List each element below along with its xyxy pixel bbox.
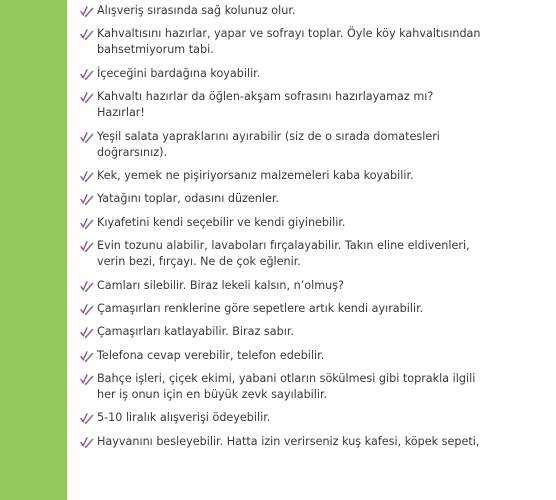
list-item (80, 168, 550, 184)
pencil-checkmark-icon (80, 280, 94, 292)
list-item-text-line: Yeşil salata yapraklarını ayırabilir (siz de o sırada domatesleri (97, 129, 440, 143)
list-item (80, 3, 550, 19)
list-item-text-line: Çamaşırları renklerine göre sepetlere artık kendi ayırabilir. (97, 301, 424, 315)
pencil-checkmark-icon (80, 412, 94, 424)
list-item-text-line: verin bezi, fırçayı. Ne de çok eğlenir. (97, 255, 301, 269)
list-item-text-line: Kıyafetini kendi seçebilir ve kendi giyinebilir. (97, 215, 346, 229)
list-item-text-line: Hayvanını besleyebilir. Hatta izin verirseniz kuş kafesi, köpek sepeti, (97, 434, 480, 448)
list-item-text-line: Alışveriş sırasında sağ kolunuz olur. (97, 4, 296, 17)
list-item (80, 348, 550, 364)
list-item-text-line: İçeceğini bardağına koyabilir. (97, 66, 261, 80)
list-item (80, 66, 550, 82)
pencil-checkmark-icon (80, 303, 94, 315)
list-item-text-line: Çamaşırları katlayabilir. Biraz sabır. (97, 325, 294, 339)
list-item-text-line: Telefona cevap verebilir, telefon edebilir. (97, 348, 325, 362)
task-list (80, 3, 550, 457)
list-item (80, 191, 550, 207)
list-item-text-line: bahsetmiyorum tabi. (97, 43, 214, 57)
pencil-checkmark-icon (80, 131, 94, 143)
pencil-checkmark-icon (80, 28, 94, 40)
list-item-text-line: doğrarsınız). (97, 145, 168, 159)
list-item-text-line: her iş onun için en büyük zevk sayılabilir. (97, 388, 328, 402)
list-item-text-line: Camları silebilir. Biraz lekeli kalsın, n’olmuş? (97, 278, 344, 292)
list-item (80, 434, 550, 450)
list-item (80, 371, 550, 403)
list-item-text-line: Kahvaltı hazırlar da öğlen-akşam sofrasını hazırlayamaz mı? (97, 90, 434, 104)
list-item (80, 26, 550, 58)
list-item-text-line: Hazırlar! (97, 106, 145, 120)
pencil-checkmark-icon (80, 68, 94, 80)
pencil-checkmark-icon (80, 436, 94, 448)
list-item (80, 89, 550, 121)
pencil-checkmark-icon (80, 350, 94, 362)
pencil-checkmark-icon (80, 326, 94, 338)
list-item-text-line: Kek, yemek ne pişiriyorsanız malzemeleri kaba koyabilir. (97, 168, 414, 182)
pencil-checkmark-icon (80, 373, 94, 385)
list-item-text-line: Evin tozunu alabilir, lavaboları fırçalayabilir. Takın eline eldivenleri, (97, 239, 470, 253)
pencil-checkmark-icon (80, 193, 94, 205)
list-item (80, 410, 550, 426)
pencil-checkmark-icon (80, 91, 94, 103)
list-item-text-line: Bahçe işleri, çiçek ekimi, yabani otların sökülmesi gibi toprakla ilgili (97, 372, 476, 386)
list-item (80, 238, 550, 270)
pencil-checkmark-icon (80, 217, 94, 229)
list-item-text-line: Yatağını toplar, odasını düzenler. (97, 192, 280, 206)
list-item (80, 278, 550, 294)
list-item (80, 301, 550, 317)
pencil-checkmark-icon (80, 5, 94, 17)
list-item (80, 215, 550, 231)
list-item (80, 324, 550, 340)
pencil-checkmark-icon (80, 240, 94, 252)
list-item-text-line: 5-10 liralık alışverişi ödeyebilir. (97, 411, 271, 425)
left-green-sidebar (0, 0, 67, 500)
pencil-checkmark-icon (80, 170, 94, 182)
list-item (80, 129, 550, 161)
list-item-text-line: Kahvaltısını hazırlar, yapar ve sofrayı toplar. Öyle köy kahvaltısından (97, 27, 481, 41)
